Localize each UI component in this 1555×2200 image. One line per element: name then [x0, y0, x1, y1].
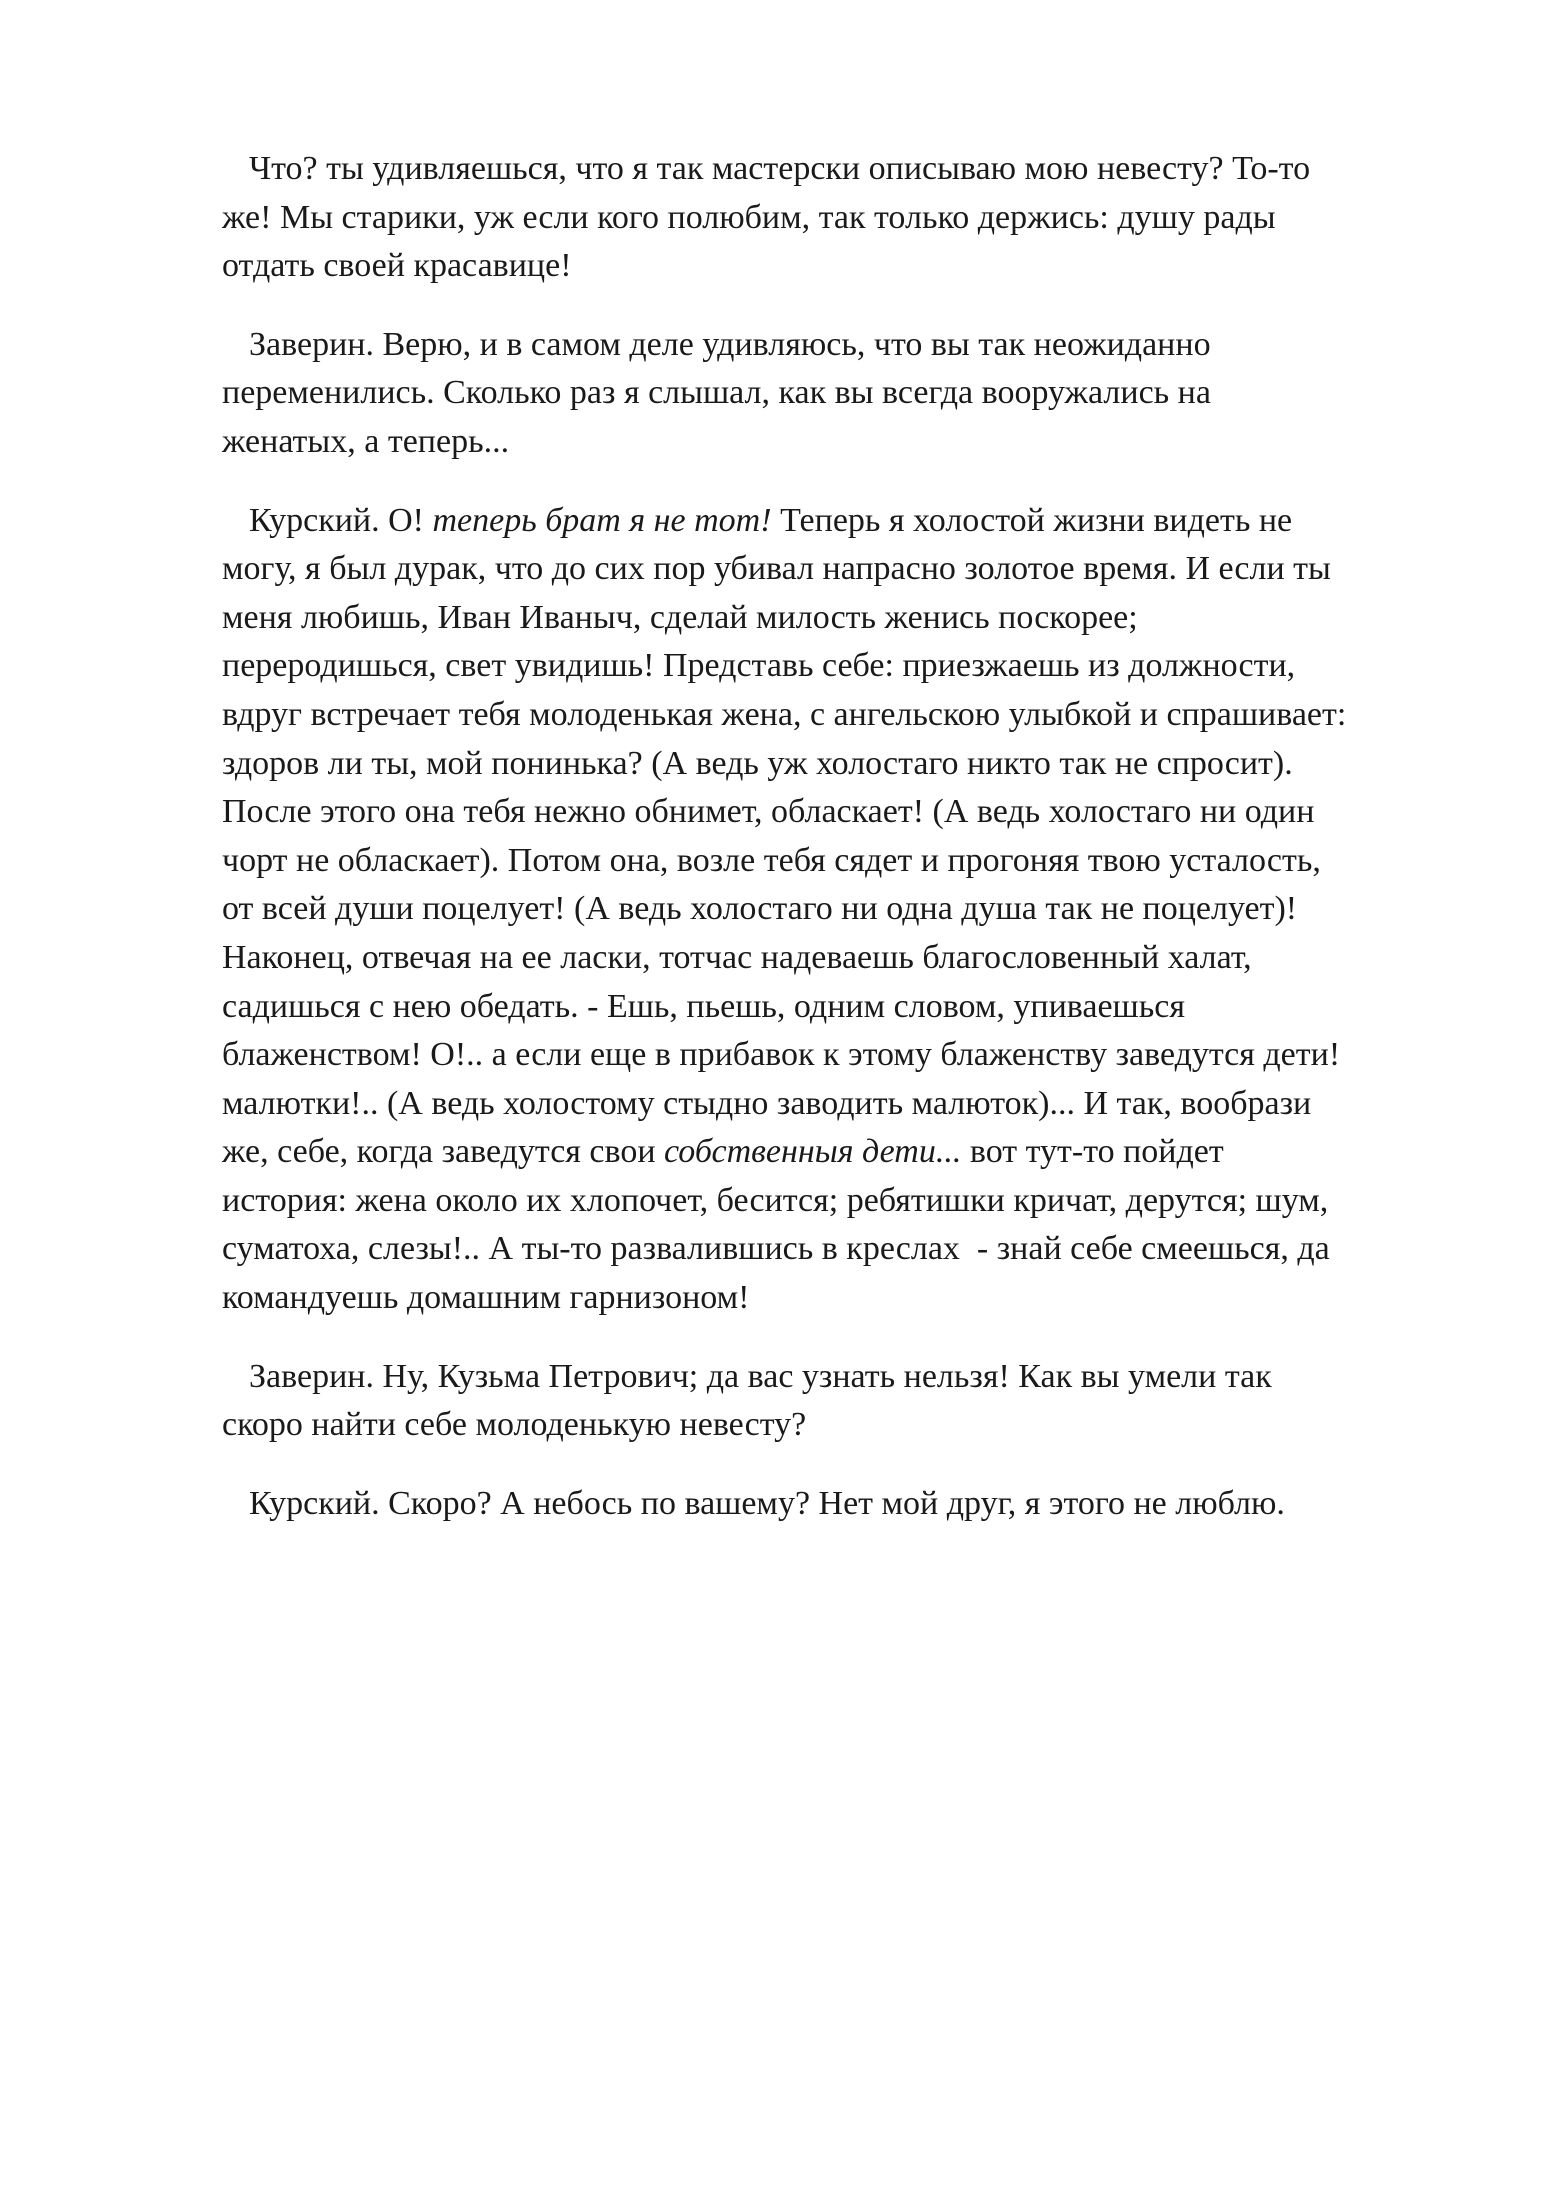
text-run: меня любишь, Иван Иваныч, сделай милость женись поскорее; [222, 598, 1138, 636]
text-line [222, 1480, 1462, 1529]
text-run: женатых, а теперь... [222, 422, 510, 460]
text-run: Заверин. Верю, и в самом деле удивляюсь, что вы так неожиданно [249, 325, 1211, 363]
text-run: вдруг встречает тебя молоденькая жена, с ангельскою улыбкой и спрашивает: [222, 695, 1347, 733]
text-line [222, 691, 1462, 740]
text-run: Заверин. Ну, Кузьма Петрович; да вас узнать нельзя! Как вы умели так [249, 1357, 1272, 1395]
text-run: Курский. Скоро? А небось по вашему? Нет мой друг, я этого не люблю. [249, 1484, 1285, 1522]
text-line [222, 418, 1462, 467]
paragraph [222, 321, 1462, 467]
text-run: суматоха, слезы!.. А ты-то развалившись в креслах - знай себе смеешься, да [222, 1230, 1330, 1268]
text-line [222, 1274, 1462, 1323]
text-line [222, 321, 1462, 370]
text-line [222, 594, 1462, 643]
text-line [222, 788, 1462, 837]
text-line [222, 1177, 1462, 1226]
text-run: переменились. Сколько раз я слышал, как вы всегда вооружались на [222, 374, 1211, 412]
text-line [222, 545, 1462, 594]
text-line [222, 194, 1462, 243]
text-run: чорт не обласкает). Потом она, возле тебя сядет и прогоняя твою усталость, [222, 841, 1321, 879]
text-line [222, 1031, 1462, 1080]
italic-text: собственныя дети... [664, 1133, 962, 1171]
text-line [222, 885, 1462, 934]
text-run: отдать своей красавице! [222, 247, 572, 285]
text-run: блаженством! О!.. а если еще в прибавок к этому блаженству заведутся дети! [222, 1036, 1341, 1074]
text-line [222, 934, 1462, 983]
document-body [222, 145, 1462, 1558]
text-run: Наконец, отвечая на ее ласки, тотчас надеваешь благословенный халат, [222, 938, 1252, 976]
text-run: После этого она тебя нежно обнимет, обласкает! (А ведь холостаго ни один [222, 793, 1315, 831]
text-run: малютки!.. (А ведь холостому стыдно заводить малюток)... И так, вообрази [222, 1084, 1312, 1122]
text-run: скоро найти себе молоденькую невесту? [222, 1406, 807, 1444]
text-line [222, 1080, 1462, 1129]
text-run: Теперь я холостой жизни видеть не [771, 501, 1293, 539]
text-line [222, 740, 1462, 789]
text-line [222, 497, 1462, 546]
text-run: здоров ли ты, мой понинька? (А ведь уж холостаго никто так не спросит). [222, 744, 1293, 782]
text-run: же, себе, когда заведутся свои [222, 1133, 665, 1171]
text-run: Курский. О! [249, 501, 433, 539]
text-line [222, 242, 1462, 291]
text-run: вот тут-то пойдет [961, 1133, 1224, 1171]
text-line [222, 1225, 1462, 1274]
italic-text: теперь брат я не тот! [432, 501, 772, 539]
text-line [222, 983, 1462, 1032]
text-line [222, 145, 1462, 194]
text-run: от всей души поцелует! (А ведь холостаго ни одна душа так не поцелует)! [222, 890, 1298, 928]
paragraph [222, 497, 1462, 1323]
text-line [222, 1353, 1462, 1402]
text-run: командуешь домашним гарнизоном! [222, 1279, 750, 1317]
text-line [222, 369, 1462, 418]
text-run: же! Мы старики, уж если кого полюбим, так только держись: душу рады [222, 198, 1276, 236]
text-run: садишься с нею обедать. - Ешь, пьешь, одним словом, упиваешься [222, 987, 1185, 1025]
text-line [222, 642, 1462, 691]
text-line [222, 1128, 1462, 1177]
paragraph [222, 1353, 1462, 1450]
text-run: история: жена около их хлопочет, бесится; ребятишки кричат, дерутся; шум, [222, 1181, 1329, 1219]
text-run: Что? ты удивляешься, что я так мастерски описываю мою невесту? То-то [249, 150, 1311, 187]
text-line [222, 1401, 1462, 1450]
text-run: могу, я был дурак, что до сих пор убивал напрасно золотое время. И если ты [222, 550, 1331, 588]
text-line [222, 837, 1462, 886]
text-run: переродишься, свет увидишь! Представь себе: приезжаешь из должности, [222, 647, 1296, 685]
paragraph [222, 145, 1462, 291]
paragraph [222, 1480, 1462, 1529]
